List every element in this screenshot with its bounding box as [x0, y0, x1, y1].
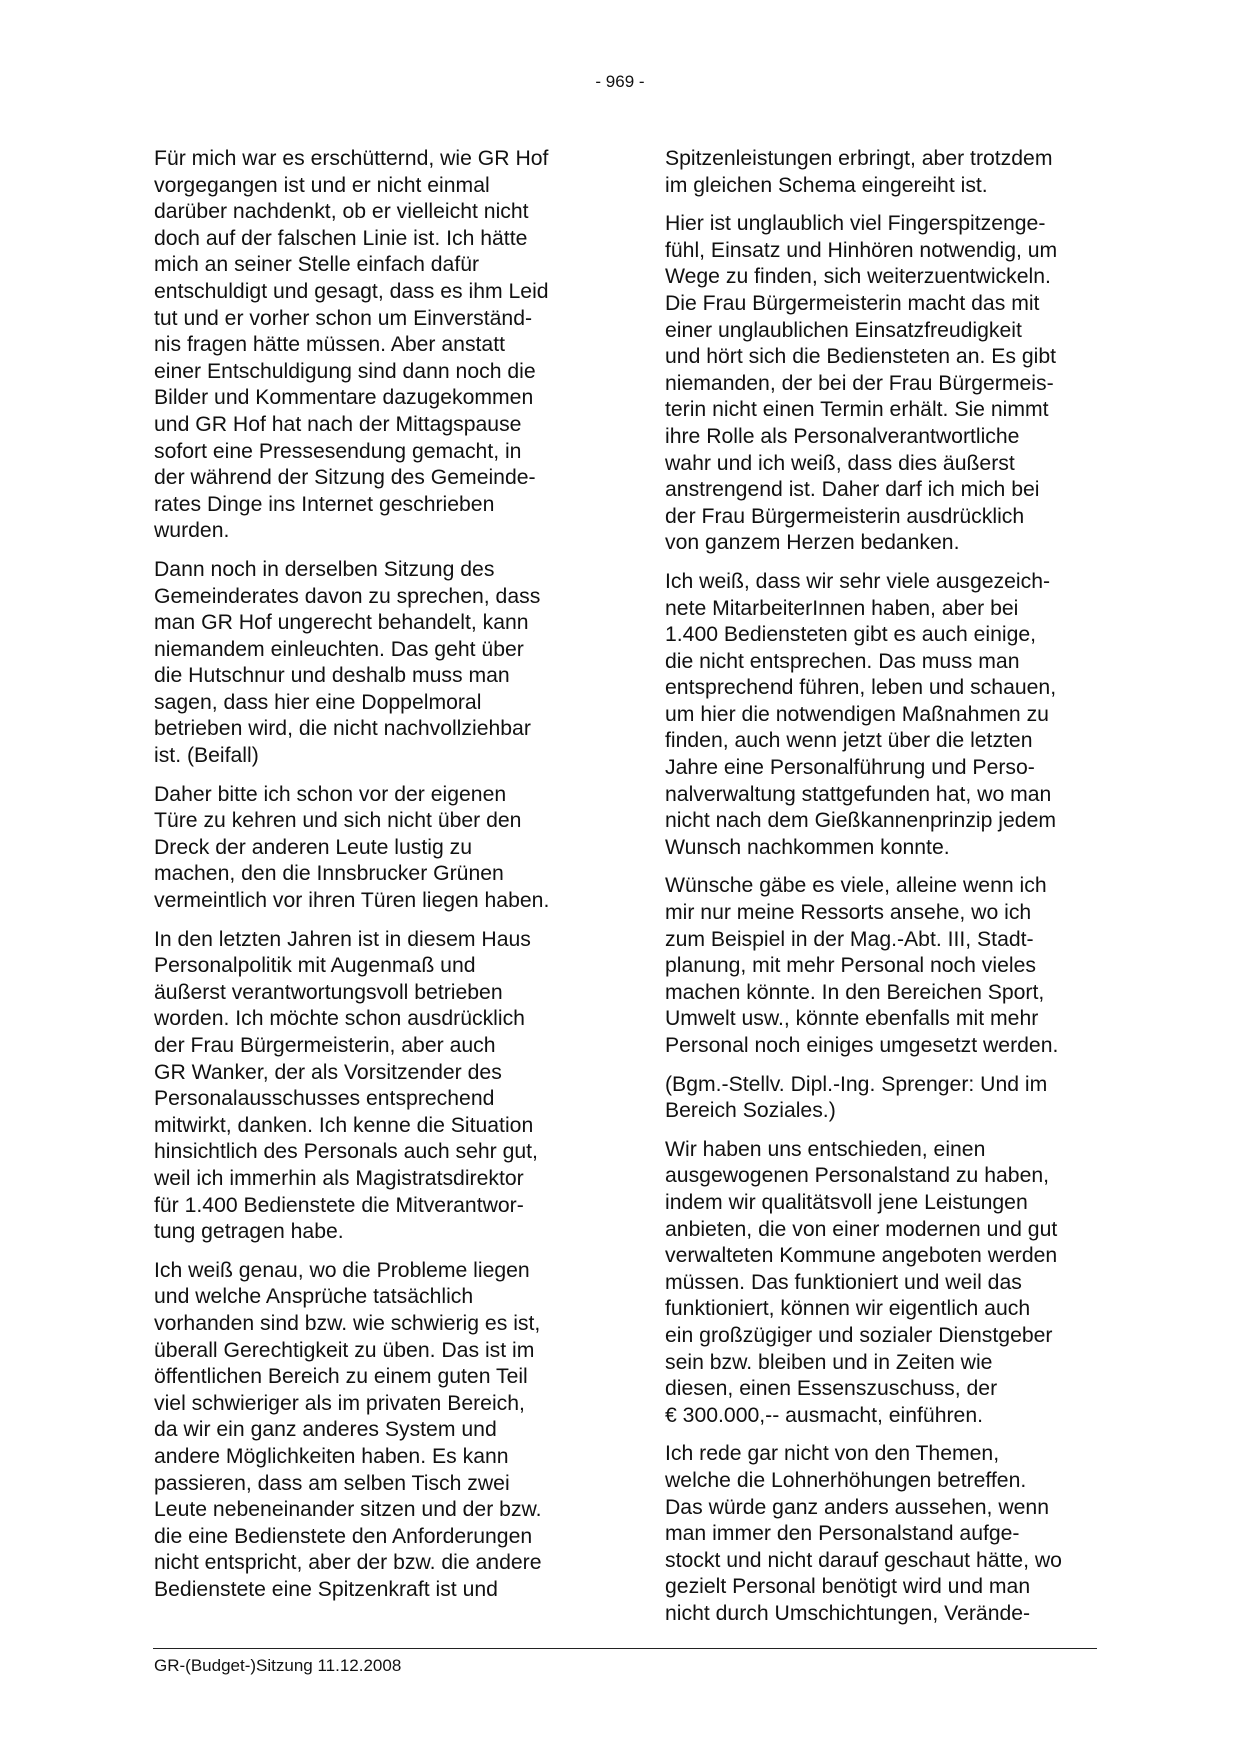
footer-session-label: GR-(Budget-)Sitzung 11.12.2008 [154, 1656, 402, 1675]
paragraph: Dann noch in derselben Sitzung des Gemeinderates davon zu sprechen, dass man GR Hof ungerecht behandelt, kann niemandem einleuchten. Das geht über die Hutschnur und deshalb muss man sagen, dass hier eine Doppelmoral betrieben wird, die nicht nachvollziehbar ist. (Beifall) [154, 557, 541, 768]
paragraph: Für mich war es erschütternd, wie GR Hof vorgegangen ist und er nicht einmal darüber nachdenkt, ob er vielleicht nicht doch auf der falschen Linie ist. Ich hätte mich an seiner Stelle einfach dafür entschuldigt und gesagt, dass es ihm Leid tut und er vorher schon um Einverständ- nis fragen hätte müssen. Aber anstatt einer Entschuldigung sind dann noch die Bilder und Kommentare dazugekommen und GR Hof hat nach der Mittagspause sofort eine Pressesendung gemacht, in der während der Sitzung des Gemeinde- rates Dinge ins Internet geschrieben wurden. [154, 147, 549, 543]
paragraph: Wünsche gäbe es viele, alleine wenn ich mir nur meine Ressorts ansehe, wo ich zum Beispiel in der Mag.-Abt. III, Stadt- planung, mit mehr Personal noch vieles machen könnte. In den Bereichen Sport, Umwelt usw., könnte ebenfalls mit mehr Personal noch einiges umgesetzt werden. [665, 874, 1059, 1057]
paragraph: Wir haben uns entschieden, einen ausgewogenen Personalstand zu haben, indem wir qualitätsvoll jene Leistungen anbieten, die von einer modernen und gut verwalteten Kommune angeboten werden müssen. Das funktioniert und weil das funktioniert, können wir eigentlich auch ein großzügiger und sozialer Dienstgeber sein bzw. bleiben und in Zeiten wie diesen, einen Essenszuschuss, der € 300.000,-- ausmacht, einführen. [665, 1137, 1058, 1427]
interjection-paragraph: (Bgm.-Stellv. Dipl.-Ing. Sprenger: Und im Bereich Soziales.) [665, 1072, 1048, 1123]
footer-divider [153, 1648, 1097, 1649]
paragraph: In den letzten Jahren ist in diesem Haus Personalpolitik mit Augenmaß und äußerst verantwortungsvoll betrieben worden. Ich möchte schon ausdrücklich der Frau Bürgermeisterin, aber auch GR Wanker, der als Vorsitzender des Personalausschusses entsprechend mitwirkt, danken. Ich kenne die Situation hinsichtlich des Personals auch sehr gut, weil ich immerhin als Magistratsdirektor für 1.400 Bedienstete die Mitverantwor- tung getragen habe. [154, 927, 538, 1244]
left-column [154, 146, 584, 1615]
paragraph: Ich rede gar nicht von den Themen, welche die Lohnerhöhungen betreffen. Das würde ganz anders aussehen, wenn man immer den Personalstand aufge- stockt und nicht darauf geschaut hätte, wo gezielt Personal benötigt wird und man nicht durch Umschichtungen, Verände- [665, 1442, 1062, 1625]
paragraph: Daher bitte ich schon vor der eigenen Türe zu kehren und sich nicht über den Dreck der anderen Leute lustig zu machen, den die Innsbrucker Grünen vermeintlich vor ihren Türen liegen haben. [154, 782, 550, 913]
paragraph: Ich weiß, dass wir sehr viele ausgezeich- nete MitarbeiterInnen haben, aber bei 1.400 Bediensteten gibt es auch einige, die nicht entsprechen. Das muss man entsprechend führen, leben und schauen, um hier die notwendigen Maßnahmen zu finden, auch wenn jetzt über die letzten Jahre eine Personalführung und Perso- nalverwaltung stattgefunden hat, wo man nicht nach dem Gießkannenprinzip jedem Wunsch nachkommen konnte. [665, 569, 1057, 859]
paragraph: Spitzenleistungen erbringt, aber trotzdem im gleichen Schema eingereiht ist. [665, 147, 1053, 197]
paragraph: Hier ist unglaublich viel Fingerspitzenge- fühl, Einsatz und Hinhören notwendig, um Wege zu finden, sich weiterzuentwickeln. Die Frau Bürgermeisterin macht das mit einer unglaublichen Einsatzfreudigkeit und hört sich die Bediensteten an. Es gibt niemanden, der bei der Frau Bürgermeis- terin nicht einen Termin erhält. Sie nimmt ihre Rolle als Personalverantwortliche wahr und ich weiß, dass dies äußerst anstrengend ist. Daher darf ich mich bei der Frau Bürgermeisterin ausdrücklich von ganzem Herzen bedanken. [665, 212, 1058, 555]
paragraph: Ich weiß genau, wo die Probleme liegen und welche Ansprüche tatsächlich vorhanden sind bzw. wie schwierig es ist, überall Gerechtigkeit zu üben. Das ist im öffentlichen Bereich zu einem guten Teil viel schwieriger als im privaten Bereich, da wir ein ganz anderes System und andere Möglichkeiten haben. Es kann passieren, dass am selben Tisch zwei Leute nebeneinander sitzen und der bzw. die eine Bedienstete den Anforderungen nicht entspricht, aber der bzw. die andere Bedienstete eine Spitzenkraft ist und [154, 1258, 542, 1601]
page-number: - 969 - [595, 72, 645, 91]
right-column [665, 146, 1105, 1639]
